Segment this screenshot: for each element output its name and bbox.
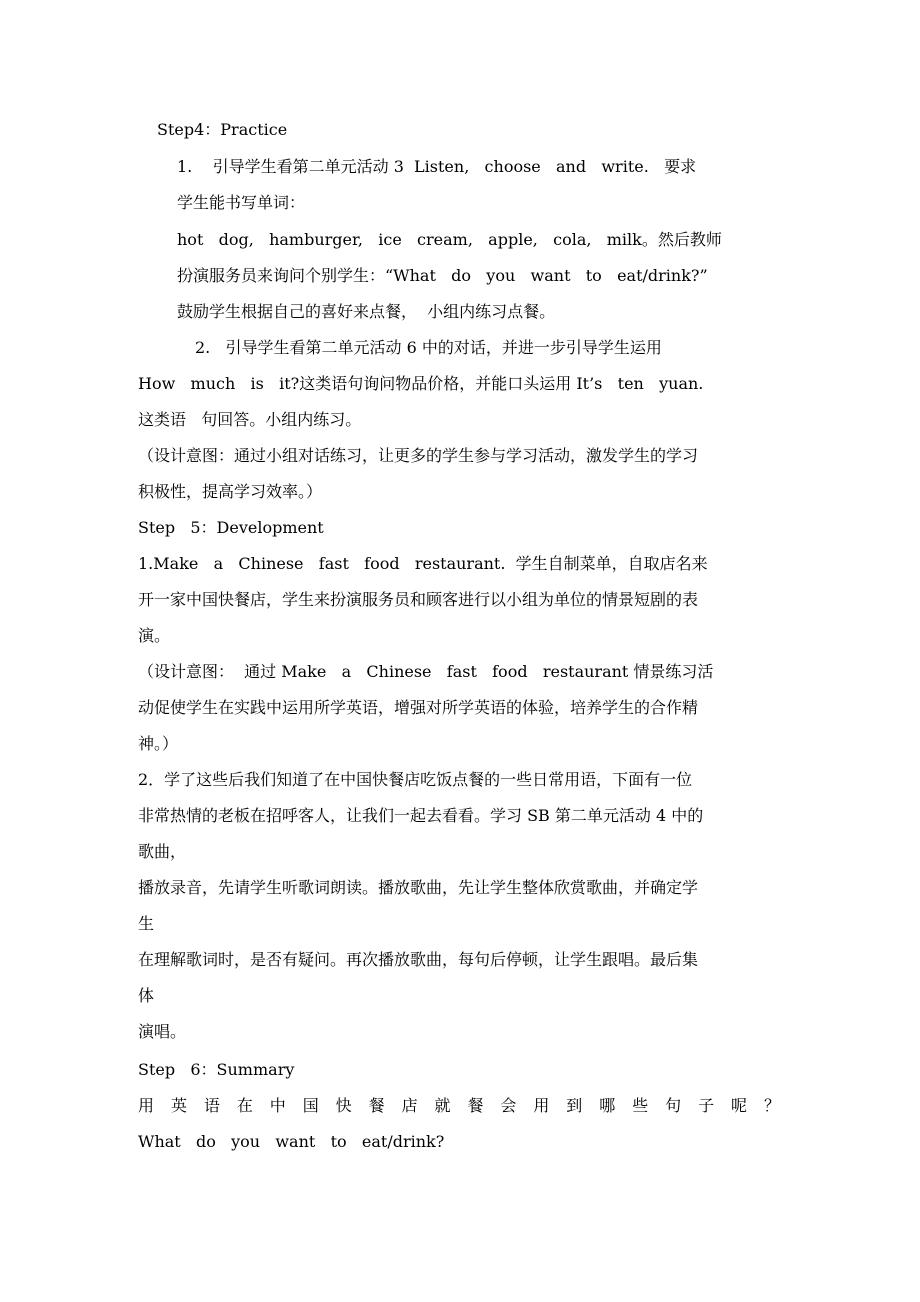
step5-item2-line1: 2．学了这些后我们知道了在中国快餐店吃饭点餐的一些日常用语，下面有一位 <box>138 770 693 789</box>
step5-intent-line3: 神。） <box>138 734 179 753</box>
step4-item1-line2: 学生能书写单词： <box>177 193 306 212</box>
step4-item2-line2: How much is it?这类语句询问物品价格，并能口头运用 It’s ten yuan. <box>138 374 704 393</box>
step4-item1-line5: 鼓励学生根据自己的喜好来点餐， 小组内练习点餐。 <box>177 302 556 321</box>
step5-item2-line8: 演唱。 <box>138 1022 187 1041</box>
step5-intent-line2: 动促使学生在实践中运用所学英语，增强对所学英语的体验，培养学生的合作精 <box>138 698 699 717</box>
step4-item1-line3: hot dog, hamburger, ice cream, apple, cola, milk。然后教师 <box>177 230 722 249</box>
step4-item1-line4: 扮演服务员来询问个别学生：“What do you want to eat/drink?” <box>177 266 708 285</box>
step5-item1-line3: 演。 <box>138 626 171 645</box>
step4-intent-line2: 积极性，提高学习效率。） <box>138 482 323 501</box>
step5-item2-line5: 生 <box>138 914 155 933</box>
step4-heading: Step4：Practice <box>157 120 288 139</box>
step6-answer: What do you want to eat/drink? <box>138 1132 445 1151</box>
step5-item2-line6: 在理解歌词时，是否有疑问。再次播放歌曲，每句后停顿，让学生跟唱。最后集 <box>138 950 699 969</box>
step5-heading: Step 5：Development <box>138 518 324 537</box>
step4-item1-line1: 1. 引导学生看第二单元活动 3 Listen, choose and write. 要求 <box>177 157 697 176</box>
step4-item2-line3: 这类语 句回答。小组内练习。 <box>138 410 362 429</box>
step5-item2-line2: 非常热情的老板在招呼客人，让我们一起去看看。学习 SB 第二单元活动 4 中的 <box>138 806 704 825</box>
step5-item1-line2: 开一家中国快餐店，学生来扮演服务员和顾客进行以小组为单位的情景短剧的表 <box>138 590 699 609</box>
step6-heading: Step 6：Summary <box>138 1060 295 1079</box>
step6-question: 用英语在中国快餐店就餐会用到哪些句子呢？ <box>138 1096 780 1115</box>
step5-item2-line3: 歌曲， <box>138 842 187 861</box>
step5-item2-line4: 播放录音，先请学生听歌词朗读。播放歌曲，先让学生整体欣赏歌曲，并确定学 <box>138 878 699 897</box>
step5-item1-line1: 1.Make a Chinese fast food restaurant. 学生自制菜单，自取店名来 <box>138 554 708 573</box>
step5-item2-line7: 体 <box>138 986 155 1005</box>
step4-intent-line1: （设计意图：通过小组对话练习，让更多的学生参与学习活动，激发学生的学习 <box>138 446 699 465</box>
step4-item2-line1: 2. 引导学生看第二单元活动 6 中的对话，并进一步引导学生运用 <box>195 338 662 357</box>
step5-intent-line1: （设计意图： 通过 Make a Chinese fast food restaurant 情景练习活 <box>138 662 714 681</box>
